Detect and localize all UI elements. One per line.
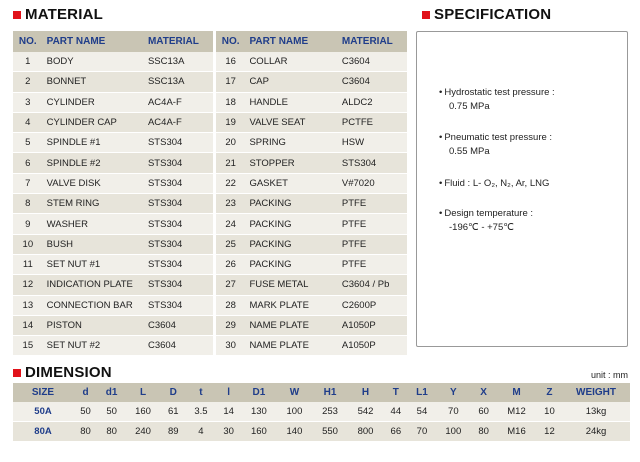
dimension-header-weight: WEIGHT xyxy=(562,383,630,402)
material-value: A1050P xyxy=(338,336,407,356)
dimension-value: 160 xyxy=(125,402,161,422)
dimension-value: 3.5 xyxy=(186,402,216,422)
dimension-header-h: H xyxy=(348,383,384,402)
material-part-name: PACKING xyxy=(245,234,337,254)
material-value: SSC13A xyxy=(144,52,213,72)
material-no: 2 xyxy=(13,72,43,92)
material-part-name: CAP xyxy=(245,72,337,92)
material-row xyxy=(13,315,407,335)
material-value: A1050P xyxy=(338,315,407,335)
red-square-icon xyxy=(13,11,21,19)
dimension-value: 54 xyxy=(408,402,435,422)
material-no: 10 xyxy=(13,234,43,254)
material-value: STS304 xyxy=(338,153,407,173)
dimension-header-l: L xyxy=(125,383,161,402)
header-no: NO. xyxy=(13,31,43,52)
material-value: PTFE xyxy=(338,234,407,254)
material-row xyxy=(13,275,407,295)
dimension-header-t: T xyxy=(383,383,408,402)
dimension-header-z: Z xyxy=(537,383,562,402)
material-value: STS304 xyxy=(144,173,213,193)
material-row xyxy=(13,52,407,72)
material-row xyxy=(13,254,407,274)
dimension-table xyxy=(13,383,630,442)
material-no: 28 xyxy=(216,295,246,315)
material-value: STS304 xyxy=(144,133,213,153)
material-no: 19 xyxy=(216,112,246,132)
dimension-size: 80A xyxy=(13,422,73,442)
spec-item: • Pneumatic test pressure : 0.55 MPa xyxy=(439,132,552,157)
material-value: STS304 xyxy=(144,194,213,214)
material-value: C3604 / Pb xyxy=(338,275,407,295)
material-part-name: VALVE DISK xyxy=(43,173,144,193)
material-part-name: BODY xyxy=(43,52,144,72)
material-value: ALDC2 xyxy=(338,92,407,112)
material-part-name: NAME PLATE xyxy=(245,315,337,335)
material-no: 9 xyxy=(13,214,43,234)
dimension-value: 130 xyxy=(241,402,277,422)
dimension-value: 160 xyxy=(241,422,277,442)
material-header-row xyxy=(13,31,407,52)
header-part-name: PART NAME xyxy=(43,31,144,52)
material-no: 22 xyxy=(216,173,246,193)
material-row xyxy=(13,234,407,254)
material-value: AC4A-F xyxy=(144,92,213,112)
material-part-name: BUSH xyxy=(43,234,144,254)
dimension-row xyxy=(13,422,630,442)
specification-box xyxy=(416,31,628,347)
material-value: SSC13A xyxy=(144,72,213,92)
material-no: 18 xyxy=(216,92,246,112)
material-part-name: CYLINDER xyxy=(43,92,144,112)
dimension-value: 70 xyxy=(436,402,472,422)
material-part-name: PACKING xyxy=(245,254,337,274)
dimension-value: 70 xyxy=(408,422,435,442)
material-no: 21 xyxy=(216,153,246,173)
dimension-value: 12 xyxy=(537,422,562,442)
material-no: 23 xyxy=(216,194,246,214)
material-value: STS304 xyxy=(144,275,213,295)
dimension-header-w: W xyxy=(277,383,313,402)
dimension-header-t: t xyxy=(186,383,216,402)
material-no: 24 xyxy=(216,214,246,234)
material-value: STS304 xyxy=(144,214,213,234)
material-row xyxy=(13,214,407,234)
dimension-header-m: M xyxy=(496,383,537,402)
material-no: 16 xyxy=(216,52,246,72)
material-no: 3 xyxy=(13,92,43,112)
material-part-name: STOPPER xyxy=(245,153,337,173)
dimension-header-row xyxy=(13,383,630,402)
material-part-name: PACKING xyxy=(245,194,337,214)
spec-item: • Design temperature : -196℃ - +75℃ xyxy=(439,208,533,233)
dimension-header-d1: D1 xyxy=(241,383,277,402)
dimension-header-size: SIZE xyxy=(13,383,73,402)
dimension-value: 61 xyxy=(161,402,186,422)
header-no: NO. xyxy=(216,31,246,52)
material-part-name: BONNET xyxy=(43,72,144,92)
material-no: 15 xyxy=(13,336,43,356)
material-value: C3604 xyxy=(144,336,213,356)
dimension-header-y: Y xyxy=(436,383,472,402)
dimension-header-l1: L1 xyxy=(408,383,435,402)
material-no: 26 xyxy=(216,254,246,274)
material-no: 20 xyxy=(216,133,246,153)
dimension-value: 253 xyxy=(312,402,348,422)
dimension-value: 542 xyxy=(348,402,384,422)
dimension-value: 24kg xyxy=(562,422,630,442)
material-no: 14 xyxy=(13,315,43,335)
dimension-value: 100 xyxy=(277,402,313,422)
material-part-name: SPINDLE #1 xyxy=(43,133,144,153)
dimension-value: 60 xyxy=(471,402,496,422)
material-value: AC4A-F xyxy=(144,112,213,132)
material-part-name: HANDLE xyxy=(245,92,337,112)
material-value: PTFE xyxy=(338,214,407,234)
material-value: C3604 xyxy=(338,72,407,92)
material-value: PTFE xyxy=(338,254,407,274)
material-row xyxy=(13,336,407,356)
dimension-value: 30 xyxy=(216,422,241,442)
dimension-header-h1: H1 xyxy=(312,383,348,402)
dimension-row xyxy=(13,402,630,422)
material-no: 17 xyxy=(216,72,246,92)
material-row xyxy=(13,153,407,173)
material-value: PCTFE xyxy=(338,112,407,132)
material-part-name: VALVE SEAT xyxy=(245,112,337,132)
dimension-header-d: D xyxy=(161,383,186,402)
material-value: STS304 xyxy=(144,153,213,173)
material-row xyxy=(13,112,407,132)
dimension-value: 13kg xyxy=(562,402,630,422)
material-row xyxy=(13,194,407,214)
material-part-name: NAME PLATE xyxy=(245,336,337,356)
material-value: C2600P xyxy=(338,295,407,315)
dimension-header-l: l xyxy=(216,383,241,402)
material-part-name: PISTON xyxy=(43,315,144,335)
material-no: 13 xyxy=(13,295,43,315)
dimension-value: 80 xyxy=(471,422,496,442)
dimension-size: 50A xyxy=(13,402,73,422)
dimension-header-d1: d1 xyxy=(98,383,125,402)
material-no: 1 xyxy=(13,52,43,72)
dimension-value: 550 xyxy=(312,422,348,442)
material-no: 29 xyxy=(216,315,246,335)
material-row xyxy=(13,92,407,112)
dimension-value: 80 xyxy=(98,422,125,442)
material-part-name: SET NUT #2 xyxy=(43,336,144,356)
header-material: MATERIAL xyxy=(338,31,407,52)
material-part-name: WASHER xyxy=(43,214,144,234)
dimension-value: 14 xyxy=(216,402,241,422)
red-square-icon xyxy=(422,11,430,19)
material-value: HSW xyxy=(338,133,407,153)
material-no: 25 xyxy=(216,234,246,254)
header-part-name: PART NAME xyxy=(245,31,337,52)
dimension-value: 80 xyxy=(73,422,98,442)
material-part-name: GASKET xyxy=(245,173,337,193)
dimension-value: 140 xyxy=(277,422,313,442)
material-no: 5 xyxy=(13,133,43,153)
dimension-value: 66 xyxy=(383,422,408,442)
material-value: C3604 xyxy=(338,52,407,72)
material-row xyxy=(13,133,407,153)
material-part-name: SPRING xyxy=(245,133,337,153)
unit-label: unit : mm xyxy=(590,370,628,380)
material-part-name: PACKING xyxy=(245,214,337,234)
material-part-name: STEM RING xyxy=(43,194,144,214)
material-section-title: MATERIAL xyxy=(13,6,103,23)
material-value: STS304 xyxy=(144,295,213,315)
material-value: STS304 xyxy=(144,234,213,254)
material-row xyxy=(13,173,407,193)
header-material: MATERIAL xyxy=(144,31,213,52)
dimension-value: 50 xyxy=(73,402,98,422)
material-no: 8 xyxy=(13,194,43,214)
dimension-value: M16 xyxy=(496,422,537,442)
dimension-value: 4 xyxy=(186,422,216,442)
dimension-value: 44 xyxy=(383,402,408,422)
material-value: PTFE xyxy=(338,194,407,214)
material-no: 7 xyxy=(13,173,43,193)
material-no: 11 xyxy=(13,254,43,274)
material-value: STS304 xyxy=(144,254,213,274)
dimension-value: M12 xyxy=(496,402,537,422)
material-part-name: MARK PLATE xyxy=(245,295,337,315)
material-part-name: SPINDLE #2 xyxy=(43,153,144,173)
dimension-section-title: DIMENSION xyxy=(13,364,112,381)
material-part-name: SET NUT #1 xyxy=(43,254,144,274)
dimension-value: 50 xyxy=(98,402,125,422)
spec-item: • Hydrostatic test pressure : 0.75 MPa xyxy=(439,87,555,112)
material-row xyxy=(13,72,407,92)
dimension-value: 89 xyxy=(161,422,186,442)
material-part-name: FUSE METAL xyxy=(245,275,337,295)
dimension-header-x: X xyxy=(471,383,496,402)
material-row xyxy=(13,295,407,315)
specification-section-title: SPECIFICATION xyxy=(422,6,551,23)
material-no: 12 xyxy=(13,275,43,295)
material-no: 4 xyxy=(13,112,43,132)
material-no: 27 xyxy=(216,275,246,295)
material-value: C3604 xyxy=(144,315,213,335)
dimension-value: 240 xyxy=(125,422,161,442)
material-no: 6 xyxy=(13,153,43,173)
material-part-name: COLLAR xyxy=(245,52,337,72)
material-part-name: CONNECTION BAR xyxy=(43,295,144,315)
dimension-value: 800 xyxy=(348,422,384,442)
material-part-name: INDICATION PLATE xyxy=(43,275,144,295)
material-table xyxy=(13,31,407,356)
material-no: 30 xyxy=(216,336,246,356)
material-value: V#7020 xyxy=(338,173,407,193)
dimension-value: 10 xyxy=(537,402,562,422)
red-square-icon xyxy=(13,369,21,377)
spec-item: • Fluid : L- O₂, N₂, Ar, LNG xyxy=(439,178,549,189)
dimension-value: 100 xyxy=(436,422,472,442)
material-part-name: CYLINDER CAP xyxy=(43,112,144,132)
dimension-header-d: d xyxy=(73,383,98,402)
